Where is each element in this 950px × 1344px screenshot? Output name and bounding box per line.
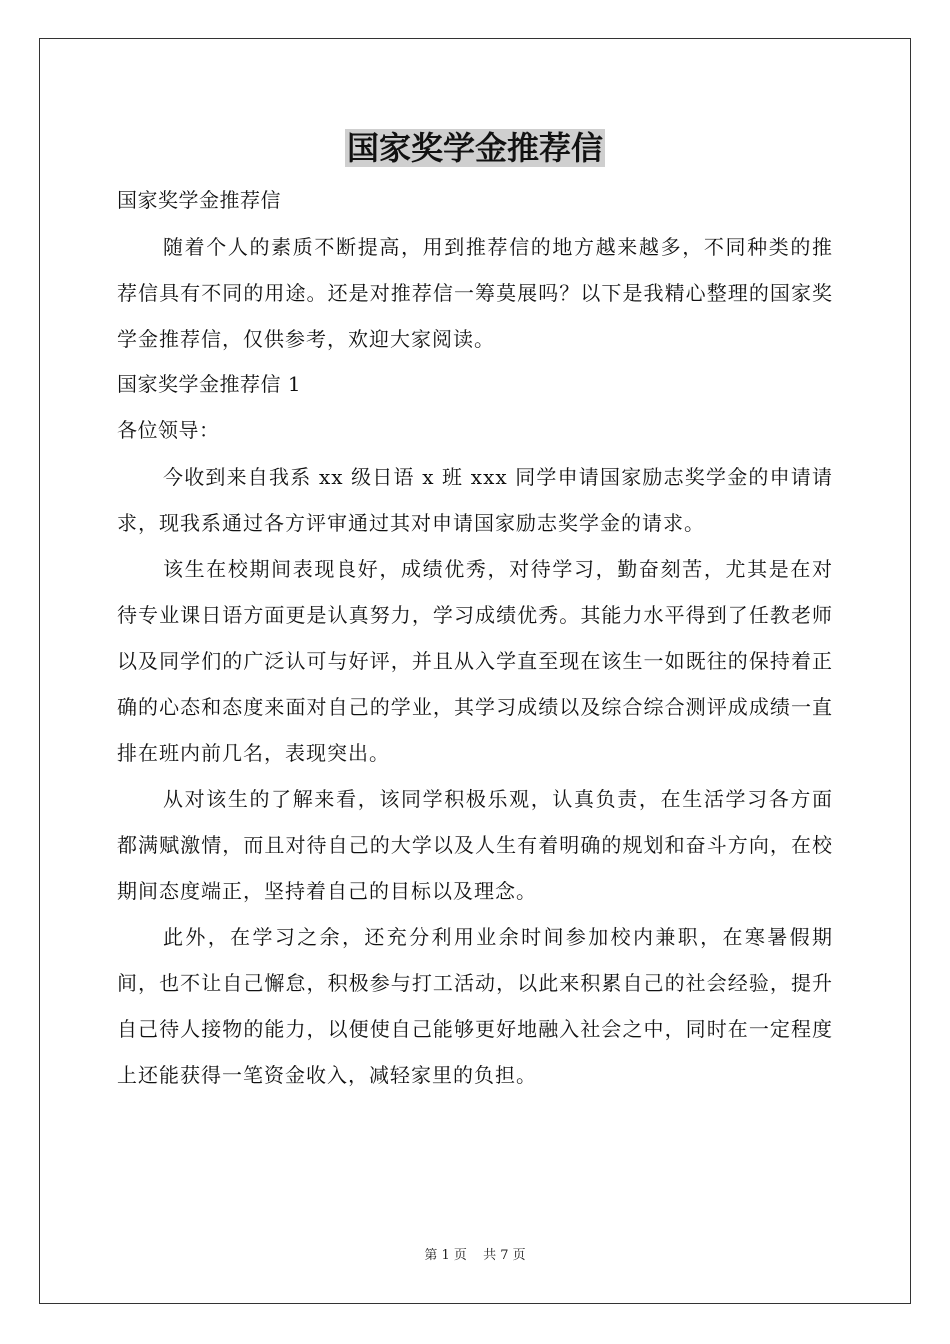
paragraph-body-2: 该生在校期间表现良好，成绩优秀，对待学习，勤奋刻苦，尤其是在对待专业课日语方面更是认真努力，学习成绩优秀。其能力水平得到了任教老师以及同学们的广泛认可与好评，并且从入学直至现在该生一如既往的保持着正确的心态和态度来面对自己的学业，其学习成绩以及综合综合测评成成绩一直排在班内前几名，表现突出。 [117, 557, 833, 765]
page-footer [0, 1244, 950, 1263]
paragraph-intro: 随着个人的素质不断提高，用到推荐信的地方越来越多，不同种类的推荐信具有不同的用途。还是对推荐信一筹莫展吗？以下是我精心整理的国家奖学金推荐信，仅供参考，欢迎大家阅读。 [117, 235, 833, 351]
document-title-text: 国家奖学金推荐信 [346, 129, 603, 167]
paragraph-body-3: 从对该生的了解来看，该同学积极乐观，认真负责，在生活学习各方面都满赋激情，而且对待自己的大学以及人生有着明确的规划和奋斗方向，在校期间态度端正，坚持着自己的目标以及理念。 [117, 787, 833, 903]
paragraph-heading: 国家奖学金推荐信 [117, 188, 281, 212]
paragraph-body-1: 今收到来自我系 xx 级日语 x 班 xxx 同学申请国家励志奖学金的申请请求，现我系通过各方评审通过其对申请国家励志奖学金的请求。 [117, 465, 833, 535]
paragraph-section-title: 国家奖学金推荐信 1 [117, 372, 302, 396]
document-title [0, 126, 950, 170]
page-number-total: 共 7 页 [483, 1248, 526, 1263]
paragraph-salutation: 各位领导： [117, 418, 220, 442]
page-number-current: 第 1 页 [424, 1248, 467, 1263]
paragraph-body-4: 此外，在学习之余，还充分利用业余时间参加校内兼职，在寒暑假期间，也不让自己懈怠，积极参与打工活动，以此来积累自己的社会经验，提升自己待人接物的能力，以便使自己能够更好地融入社会之中，同时在一定程度上还能获得一笔资金收入，减轻家里的负担。 [117, 925, 833, 1087]
document-body [117, 178, 833, 1098]
